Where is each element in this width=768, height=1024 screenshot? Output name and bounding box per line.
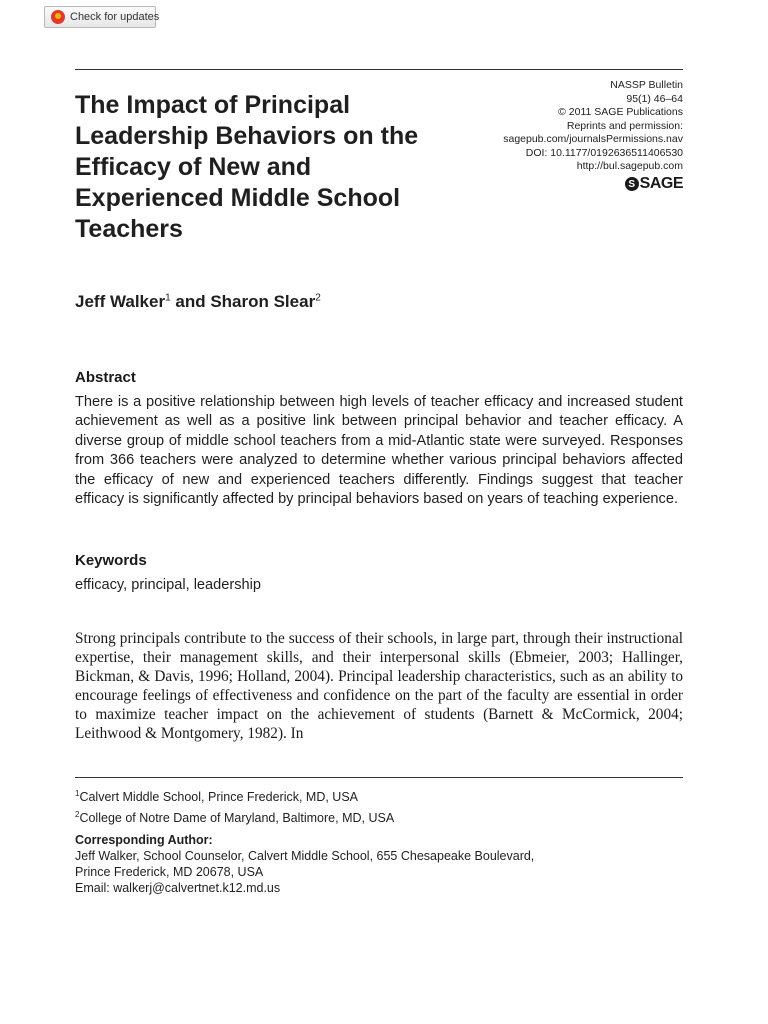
corresponding-author-heading: Corresponding Author: xyxy=(75,833,213,847)
corresponding-author-line: Jeff Walker, School Counselor, Calvert Middle School, 655 Chesapeake Boulevard, xyxy=(75,849,535,863)
corresponding-author xyxy=(75,832,534,896)
abstract-text: There is a positive relationship between high levels of teacher efficacy and increased student achievement as well as a positive link between principal behavior and teacher efficacy. A diverse group of middle school teachers from a mid-Atlantic state were surveyed. Responses from 366 teachers were analyzed to determine whether various principal behaviors affected the efficacy of new and experienced teachers differently. Findings suggest that teacher efficacy is significantly affected by principal behaviors based on years of teaching experience. xyxy=(75,394,683,508)
corresponding-author-email[interactable]: Email: walkerj@calvertnet.k12.md.us xyxy=(75,881,281,895)
affiliation-number: 1 xyxy=(75,789,80,798)
author-list xyxy=(75,292,321,312)
reprints-line: Reprints and permission: xyxy=(566,119,683,132)
keywords-text: efficacy, principal, leadership xyxy=(75,577,262,593)
copyright-line: © 2011 SAGE Publications xyxy=(558,106,683,118)
author-joiner: and xyxy=(170,292,211,311)
affiliation-text: College of Notre Dame of Maryland, Baltimore, MD, USA xyxy=(79,811,395,826)
journal-metadata xyxy=(423,79,683,174)
permissions-link[interactable]: sagepub.com/journalsPermissions.nav xyxy=(503,133,683,145)
crossmark-icon xyxy=(51,10,65,24)
keywords-heading: Keywords xyxy=(75,552,147,569)
journal-name: NASSP Bulletin xyxy=(610,79,683,91)
sage-logo-text: SAGE xyxy=(639,175,683,192)
body-paragraph: Strong principals contribute to the success of their schools, in large part, through their instructional expertise, their management skills, and their interpersonal skills (Ebmeier, 2003; Hallinger, Bickman, & Davis, 1996; Holland, 2004). Principal leadership characteristics, such as an ability to encourage feelings of effectiveness and confidence on the part of the faculty are essential in order to maximize teacher impact on the achievement of students (Barnett & McCormick, 2004; Leithwood & Montgomery, 1982). In xyxy=(75,630,683,742)
affiliation-item xyxy=(75,785,394,806)
journal-url-link[interactable]: http://bul.sagepub.com xyxy=(576,160,683,172)
author-name: Jeff Walker xyxy=(75,292,166,311)
affiliation-text: Calvert Middle School, Prince Frederick, MD, USA xyxy=(79,790,359,805)
check-for-updates-button[interactable] xyxy=(44,6,160,28)
journal-issue: 95(1) 46–64 xyxy=(626,92,683,105)
affiliation-number: 2 xyxy=(75,810,80,820)
abstract-heading: Abstract xyxy=(75,369,136,386)
corresponding-author-line: Prince Frederick, MD 20678, USA xyxy=(75,865,264,879)
footnote-rule xyxy=(75,777,683,778)
article-title: The Impact of Principal Leadership Behaviors on the Efficacy of New and Experienced Middle School Teachers xyxy=(75,91,419,243)
author-affiliation-mark: 2 xyxy=(315,292,321,304)
author-name: Sharon Slear xyxy=(210,292,316,311)
affiliations xyxy=(75,785,394,827)
author-affiliation-mark: 1 xyxy=(165,292,171,304)
sage-logo xyxy=(625,176,683,192)
sage-logo-mark: S xyxy=(625,177,639,191)
check-for-updates-label: Check for updates xyxy=(70,11,160,23)
header-rule xyxy=(75,69,683,70)
affiliation-item xyxy=(75,806,394,827)
doi-link[interactable]: DOI: 10.1177/0192636511406530 xyxy=(525,146,683,159)
